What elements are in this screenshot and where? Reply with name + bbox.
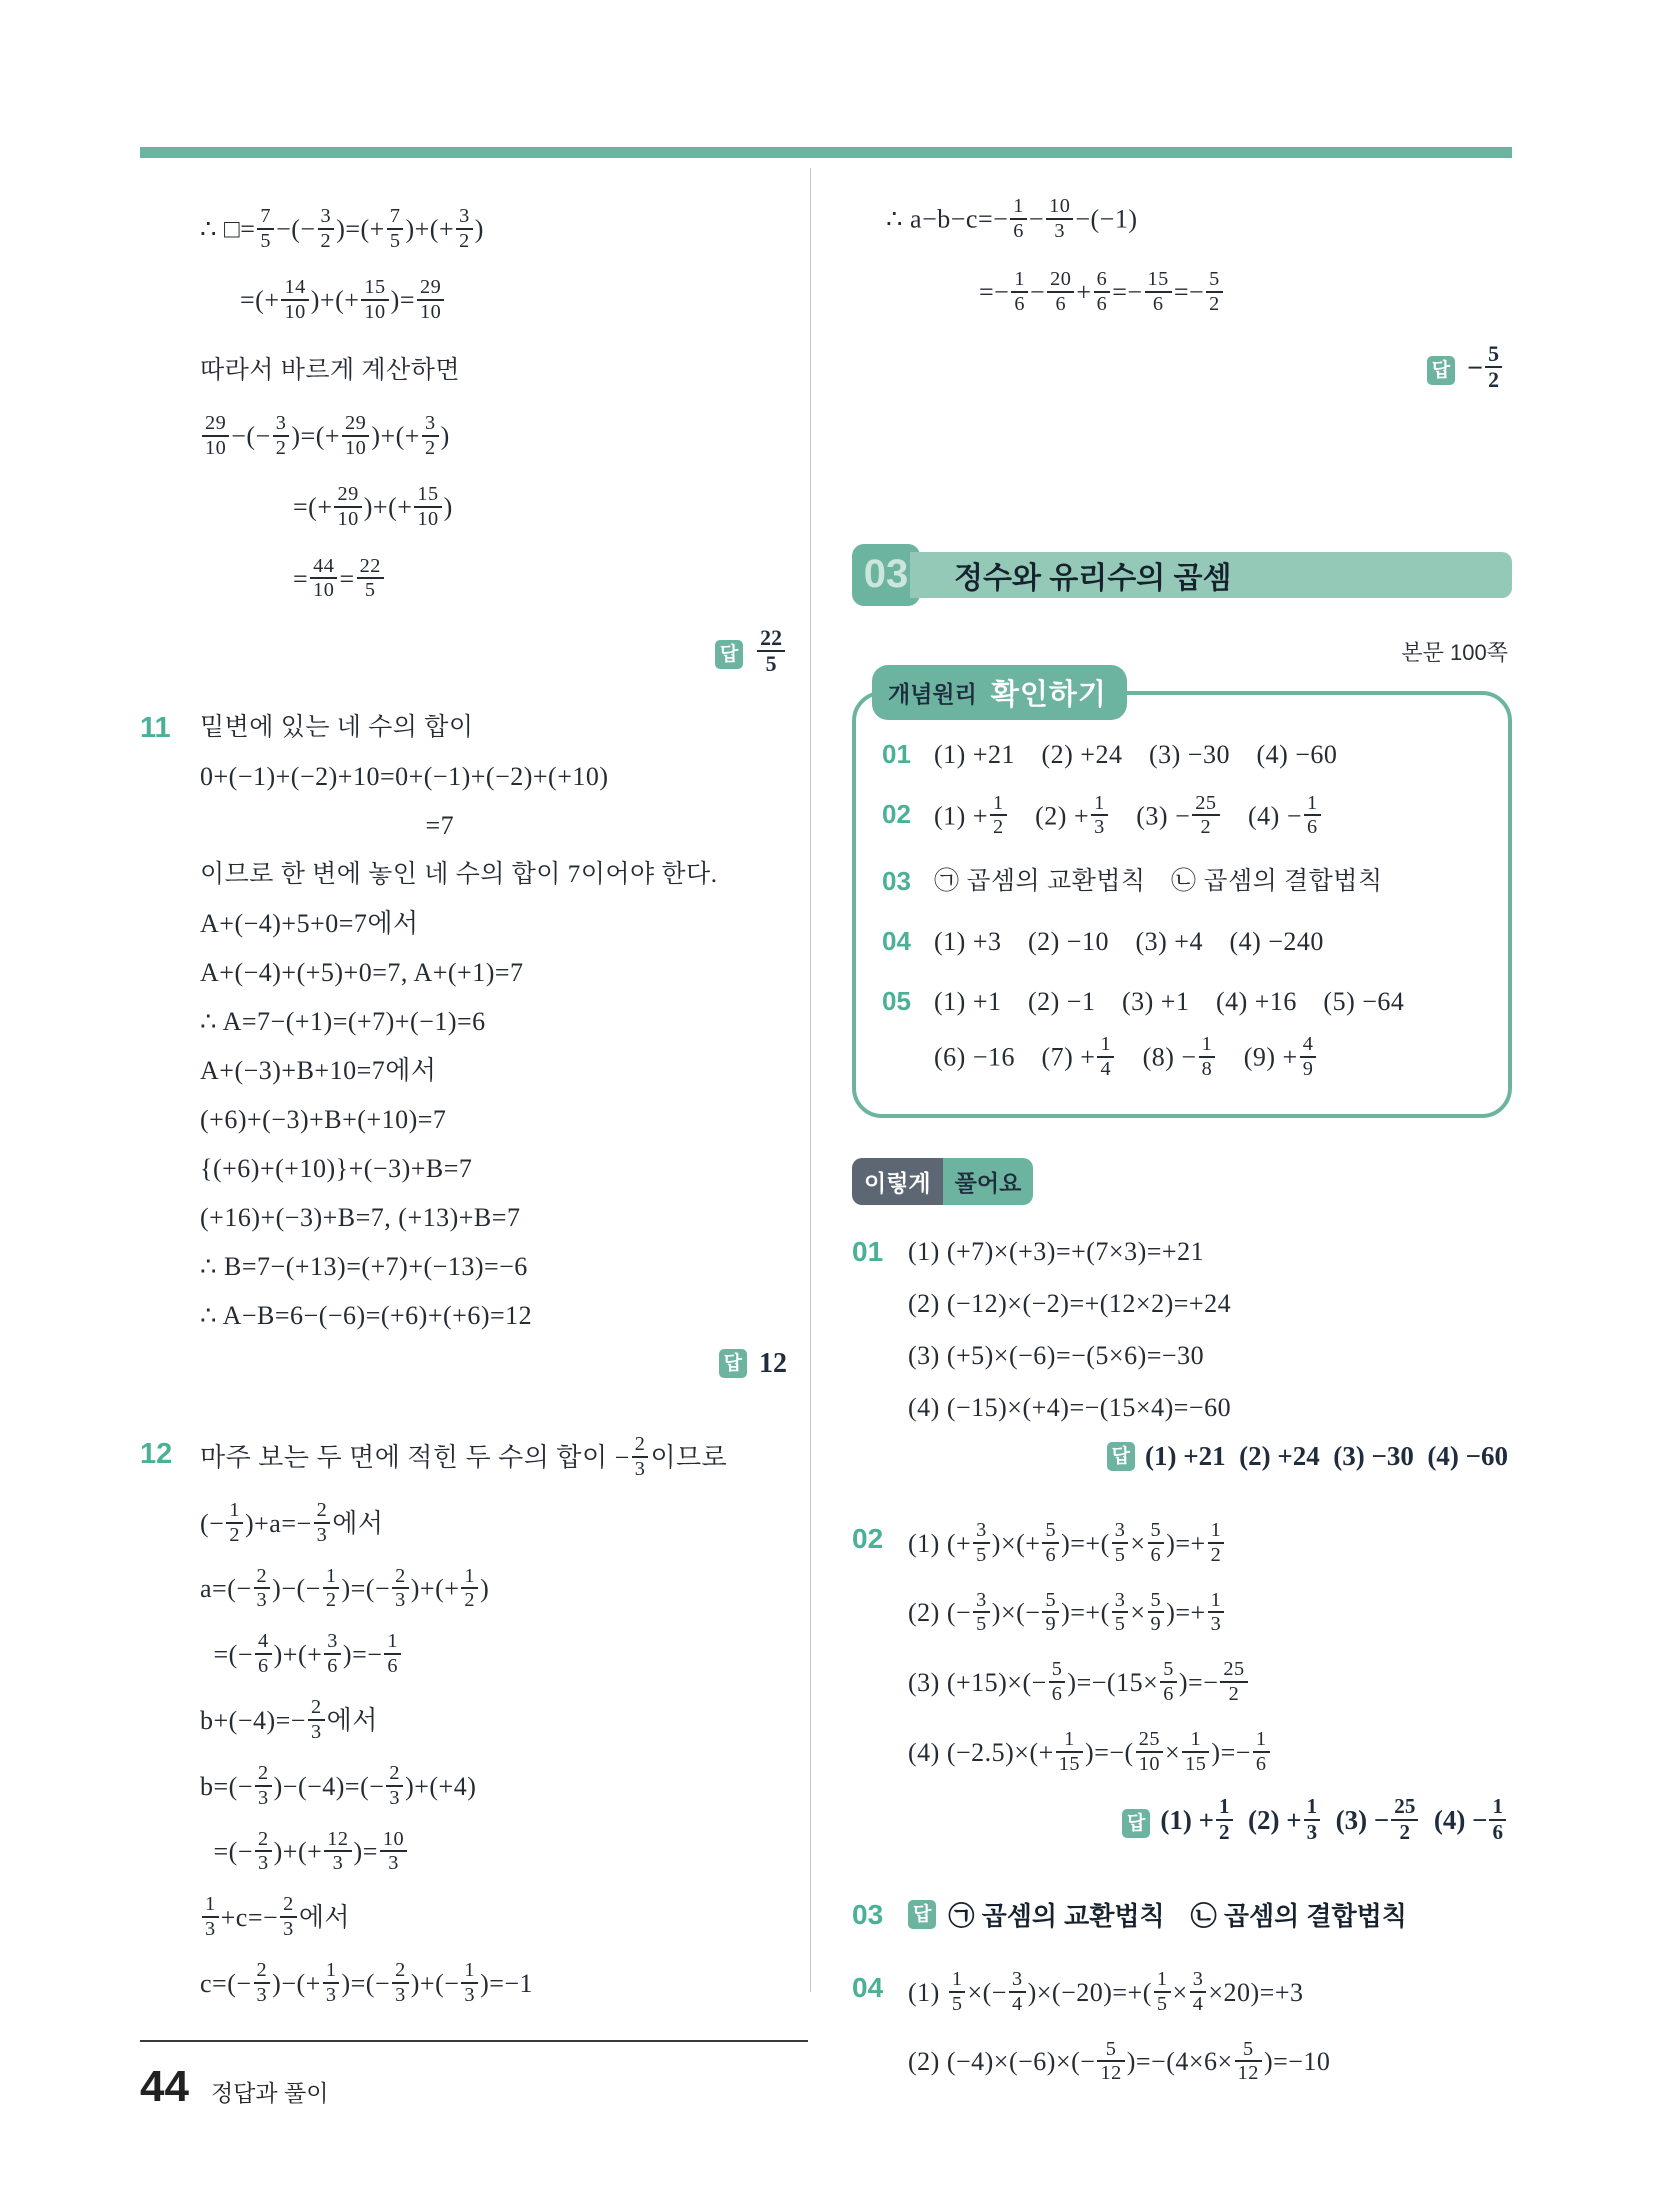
source-page-ref: 본문 100쪽 bbox=[1401, 639, 1508, 665]
right-column bbox=[852, 195, 1512, 2122]
how-badge-part-2: 풀어요 bbox=[943, 1158, 1034, 1205]
item-values: (1) +1 (2) −1 (3) +1 (4) +16 (5) −64 bbox=[934, 987, 1405, 1017]
column-divider bbox=[810, 168, 811, 1992]
formula-line: =7 bbox=[200, 810, 455, 840]
answer-badge: 답 bbox=[908, 1900, 936, 1929]
answer-badge: 답 bbox=[1122, 1809, 1150, 1838]
page-footer bbox=[140, 2062, 328, 2112]
concept-tab-label-1: 개념원리 bbox=[888, 680, 977, 707]
problem-11 bbox=[140, 710, 795, 1406]
answer-badge: 답 bbox=[1107, 1442, 1135, 1471]
answer-value: 12 bbox=[759, 1347, 787, 1379]
problem-12 bbox=[140, 1433, 795, 2028]
solution-line: (2) (− $\frac{3}{5}$ )×(− $\frac{5}{9}$ )=+( $\frac{3}{5}$ × $\frac{5}{9}$ )=+ $\frac{1}{3}$ bbox=[908, 1589, 1512, 1639]
text-line: 이므로 한 변에 놓인 네 수의 합이 7이어야 한다. bbox=[200, 860, 718, 888]
item-number: 04 bbox=[882, 926, 911, 957]
footer-label: 정답과 풀이 bbox=[210, 2080, 329, 2106]
formula-line: (+6)+(−3)+B+(+10)=7 bbox=[200, 1104, 447, 1134]
solution-line: (1) (+ $\frac{3}{5}$ )×(+ $\frac{5}{6}$ )=+( $\frac{3}{5}$ × $\frac{5}{6}$ )=+ $\frac{1}{2}$ bbox=[908, 1520, 1512, 1570]
solution-continuation-block bbox=[140, 205, 795, 680]
formula-line: A+(−4)+5+0=7에서 bbox=[200, 908, 419, 938]
concept-check-tab bbox=[872, 665, 1127, 720]
answer-value: (1) + $\frac{1}{2}$ (2) + $\frac{1}{3}$ (3) − $\frac{25}{2}$ (4) − $\frac{1}{6}$ bbox=[1160, 1798, 1508, 1847]
answer-value: − $\frac{5}{2}$ bbox=[1467, 345, 1504, 396]
formula-line: =(+ $\frac{29}{10}$ )+(+ $\frac{15}{10}$ ) bbox=[200, 483, 453, 530]
formula-line: 마주 보는 두 면에 적힌 두 수의 합이 − $\frac{2}{3}$ 이므로 bbox=[200, 1433, 728, 1480]
section-title: 정수와 유리수의 곱셈 bbox=[910, 552, 1512, 598]
how-badge-part-1: 이렇게 bbox=[852, 1158, 943, 1205]
answer-badge: 답 bbox=[715, 640, 743, 669]
solution-02 bbox=[852, 1520, 1512, 1882]
answer-row bbox=[908, 1896, 1512, 1933]
answer-badge: 답 bbox=[719, 1349, 747, 1378]
solution-01 bbox=[852, 1233, 1512, 1506]
formula-line: A+(−4)+(+5)+0=7, A+(+1)=7 bbox=[200, 957, 524, 987]
item-values: (1) + $\frac{1}{2}$ (2) + $\frac{1}{3}$ (3) − $\frac{25}{2}$ (4) − $\frac{1}{6}$ bbox=[934, 795, 1482, 842]
left-column bbox=[140, 205, 795, 2028]
footer-rule bbox=[140, 2040, 808, 2042]
solution-number: 03 bbox=[852, 1898, 884, 1930]
item-values: (1) +3 (2) −10 (3) +4 (4) −240 bbox=[934, 927, 1324, 957]
answer-row bbox=[886, 341, 1504, 396]
problem-number: 12 bbox=[140, 1437, 173, 1470]
formula-line: b=(− $\frac{2}{3}$ )−(−4)=(− $\frac{2}{3}$ )+(+4) bbox=[200, 1761, 477, 1809]
concept-item-04 bbox=[882, 922, 1482, 962]
concept-tab-label-2: 확인하기 bbox=[990, 678, 1107, 711]
solution-line: (3) (+15)×(− $\frac{5}{6}$ )=−(15× $\frac{5}{6}$ )=− $\frac{25}{2}$ bbox=[908, 1659, 1512, 1709]
item-number: 02 bbox=[882, 798, 911, 829]
answer-row bbox=[200, 1348, 787, 1380]
section-header bbox=[852, 544, 1512, 606]
answer-value: (1) +21 (2) +24 (3) −30 (4) −60 bbox=[1145, 1440, 1508, 1471]
answer-row bbox=[908, 1794, 1508, 1847]
formula-line: = $\frac{44}{10}$ = $\frac{22}{5}$ bbox=[200, 558, 795, 605]
solution-line: (1) (+7)×(+3)=+(7×3)=+21 bbox=[908, 1236, 1205, 1266]
concept-item-05 bbox=[882, 982, 1482, 1083]
formula-line: $\frac{1}{3}$ +c=− $\frac{2}{3}$ 에서 bbox=[200, 1896, 795, 1944]
formula-line: {(+6)+(+10)}+(−3)+B=7 bbox=[200, 1153, 473, 1183]
solution-03 bbox=[852, 1896, 1512, 1933]
item-values: (6) −16 (7) + $\frac{1}{4}$ (8) − $\frac{1}{8}$ (9) + $\frac{4}{9}$ bbox=[934, 1036, 1482, 1083]
page-number: 44 bbox=[140, 2062, 189, 2111]
formula-line: =(− $\frac{2}{3}$ )+(+ $\frac{12}{3}$ )= $\frac{10}{3}$ bbox=[200, 1830, 795, 1878]
solution-number: 04 bbox=[852, 1971, 884, 2003]
formula-line: a=(− $\frac{2}{3}$ )−(− $\frac{1}{2}$ )=(− $\frac{2}{3}$ )+(+ $\frac{1}{2}$ ) bbox=[200, 1564, 490, 1612]
solution-line: (2) (−12)×(−2)=+(12×2)=+24 bbox=[908, 1288, 1232, 1318]
formula-line: ∴ □= $\frac{7}{5}$ −(− $\frac{3}{2}$ )=(+ $\frac{7}{5}$ )+(+ $\frac{3}{2}$ ) bbox=[200, 205, 484, 252]
solution-line: (1) $\frac{1}{5}$ ×(− $\frac{3}{4}$ )×(−20)=+( $\frac{1}{5}$ × $\frac{3}{4}$ ×20)=+3 bbox=[908, 1967, 1304, 2015]
formula-line: ∴ A−B=6−(−6)=(+6)+(+6)=12 bbox=[200, 1300, 533, 1330]
item-number: 03 bbox=[882, 866, 911, 897]
formula-line: =(− $\frac{4}{6}$ )+(+ $\frac{3}{6}$ )=− $\frac{1}{6}$ bbox=[200, 1633, 795, 1681]
top-rule bbox=[140, 147, 1512, 158]
solution-continuation-block bbox=[852, 195, 1512, 396]
section-number-badge: 03 bbox=[852, 544, 920, 606]
answer-row bbox=[908, 1441, 1508, 1472]
solution-line: (4) (−15)×(+4)=−(15×4)=−60 bbox=[908, 1392, 1232, 1422]
item-number: 05 bbox=[882, 986, 911, 1017]
formula-line: =− $\frac{1}{6}$ − $\frac{20}{6}$ + $\frac{6}{6}$ =− $\frac{15}{6}$ =− $\frac{5}{2}$ bbox=[886, 271, 1512, 318]
formula-line: c=(− $\frac{2}{3}$ )−(+ $\frac{1}{3}$ )=(− $\frac{2}{3}$ )+(− $\frac{1}{3}$ )=−1 bbox=[200, 1959, 534, 2006]
formula-line: A+(−3)+B+10=7에서 bbox=[200, 1055, 437, 1085]
problem-number: 11 bbox=[140, 711, 171, 744]
formula-line: 0+(−1)+(−2)+10=0+(−1)+(−2)+(+10) bbox=[200, 761, 609, 791]
formula-line: =(+ $\frac{14}{10}$ )+(+ $\frac{15}{10}$ )= $\frac{29}{10}$ bbox=[200, 279, 795, 326]
formula-line: (+16)+(−3)+B=7, (+13)+B=7 bbox=[200, 1202, 521, 1232]
solution-number: 01 bbox=[852, 1235, 884, 1267]
concept-item-02 bbox=[882, 791, 1482, 842]
formula-line: $\frac{29}{10}$ −(− $\frac{3}{2}$ )=(+ $\frac{29}{10}$ )+(+ $\frac{3}{2}$ ) bbox=[200, 415, 795, 462]
item-values: ㉠ 곱셈의 교환법칙 ㉡ 곱셈의 결합법칙 bbox=[934, 868, 1383, 896]
text-line: 따라서 바르게 계산하면 bbox=[200, 356, 461, 384]
solution-line: (4) (−2.5)×(+ $\frac{1}{15}$ )=−( $\frac{25}{10}$ × $\frac{1}{15}$ )=− $\frac{1}{6}$ bbox=[908, 1729, 1512, 1779]
answer-row bbox=[200, 626, 787, 680]
concept-check-box bbox=[852, 678, 1512, 1118]
solution-line: (2) (−4)×(−6)×(− $\frac{5}{12}$ )=−(4×6× $\frac{5}{12}$ )=−10 bbox=[908, 2037, 1331, 2085]
solution-line: (3) (+5)×(−6)=−(5×6)=−30 bbox=[908, 1340, 1205, 1370]
concept-item-01 bbox=[882, 735, 1482, 775]
formula-line: ∴ A=7−(+1)=(+7)+(−1)=6 bbox=[200, 1006, 486, 1036]
formula-line: b+(−4)=− $\frac{2}{3}$ 에서 bbox=[200, 1696, 378, 1743]
item-number: 01 bbox=[882, 738, 911, 769]
solution-number: 02 bbox=[852, 1522, 884, 1554]
answer-value: ㉠ 곱셈의 교환법칙 ㉡ 곱셈의 결합법칙 bbox=[948, 1900, 1407, 1931]
answer-badge: 답 bbox=[1427, 356, 1455, 385]
formula-line: (− $\frac{1}{2}$ )+a=− $\frac{2}{3}$ 에서 bbox=[200, 1499, 384, 1546]
formula-line: ∴ a−b−c=− $\frac{1}{6}$ − $\frac{10}{3}$ −(−1) bbox=[886, 195, 1138, 242]
item-values: (1) +21 (2) +24 (3) −30 (4) −60 bbox=[934, 739, 1338, 769]
answer-value: $\frac{22}{5}$ bbox=[755, 629, 787, 680]
solution-04 bbox=[852, 1969, 1512, 2108]
how-to-solve-badge bbox=[852, 1158, 1033, 1205]
concept-item-03 bbox=[882, 862, 1482, 902]
problem-body bbox=[200, 710, 795, 1406]
text-line: 밑변에 있는 네 수의 합이 bbox=[200, 713, 474, 741]
problem-body bbox=[200, 1433, 795, 2028]
formula-line: ∴ B=7−(+13)=(+7)+(−13)=−6 bbox=[200, 1251, 528, 1281]
